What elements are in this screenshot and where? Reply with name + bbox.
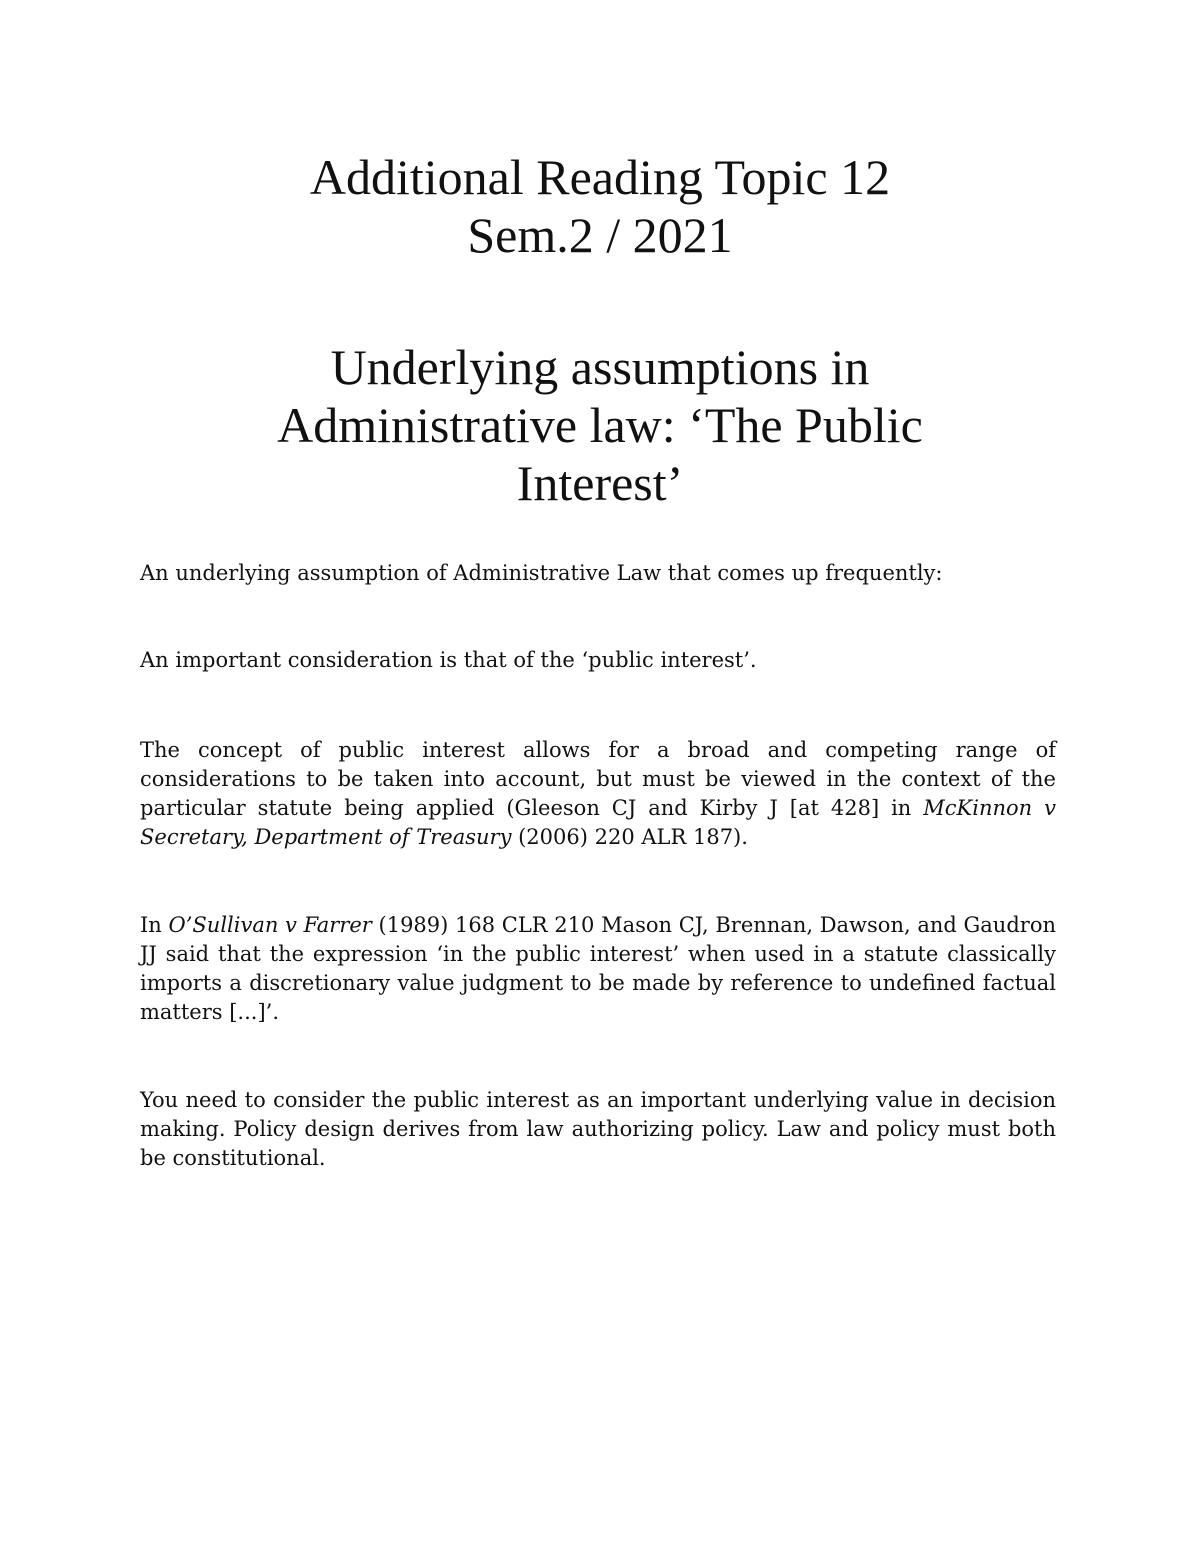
- title-line-2: Administrative law: ‘The Public: [277, 397, 923, 453]
- document-title: [0, 338, 1200, 512]
- header-topic: Additional Reading Topic 12: [309, 149, 891, 205]
- paragraph-consideration: An important consideration is that of the ‘public interest’.: [140, 648, 757, 672]
- paragraph-concept: [140, 736, 1056, 852]
- paragraph-conclusion: You need to consider the public interest as an important underlying value in decision making. Policy design derives from law authorizing policy. Law and policy must both be constitutional.: [140, 1088, 1056, 1170]
- title-line-1: Underlying assumptions in: [330, 339, 870, 395]
- paragraph-concept-text-a: The concept of public interest allows for a broad and competing range of considerations to be taken into account, but must be viewed in the context of the particular statute being applied (Gleeson CJ and Kirby J [at 428] in: [140, 738, 1056, 820]
- title-line-3: Interest’: [516, 455, 684, 511]
- header-semester: Sem.2 / 2021: [467, 207, 733, 263]
- paragraph-osullivan-text-a: In: [140, 913, 169, 937]
- case-citation-osullivan: O’Sullivan v Farrer: [168, 913, 372, 937]
- case-citation-mckinnon: McKinnon v Secretary, Department of Treasury: [140, 796, 1056, 849]
- header-block: [0, 148, 1200, 264]
- paragraph-osullivan: [140, 911, 1056, 1027]
- paragraph-osullivan-text-b: (1989) 168 CLR 210 Mason CJ, Brennan, Dawson, and Gaudron JJ said that the expression ‘in the public interest’ when used in a statute classically imports a discretionary value judgment to be made by reference to undefined factual matters [...]’.: [140, 913, 1056, 1024]
- paragraph-intro: An underlying assumption of Administrative Law that comes up frequently:: [140, 561, 943, 585]
- paragraph-concept-text-b: (2006) 220 ALR 187).: [511, 825, 748, 849]
